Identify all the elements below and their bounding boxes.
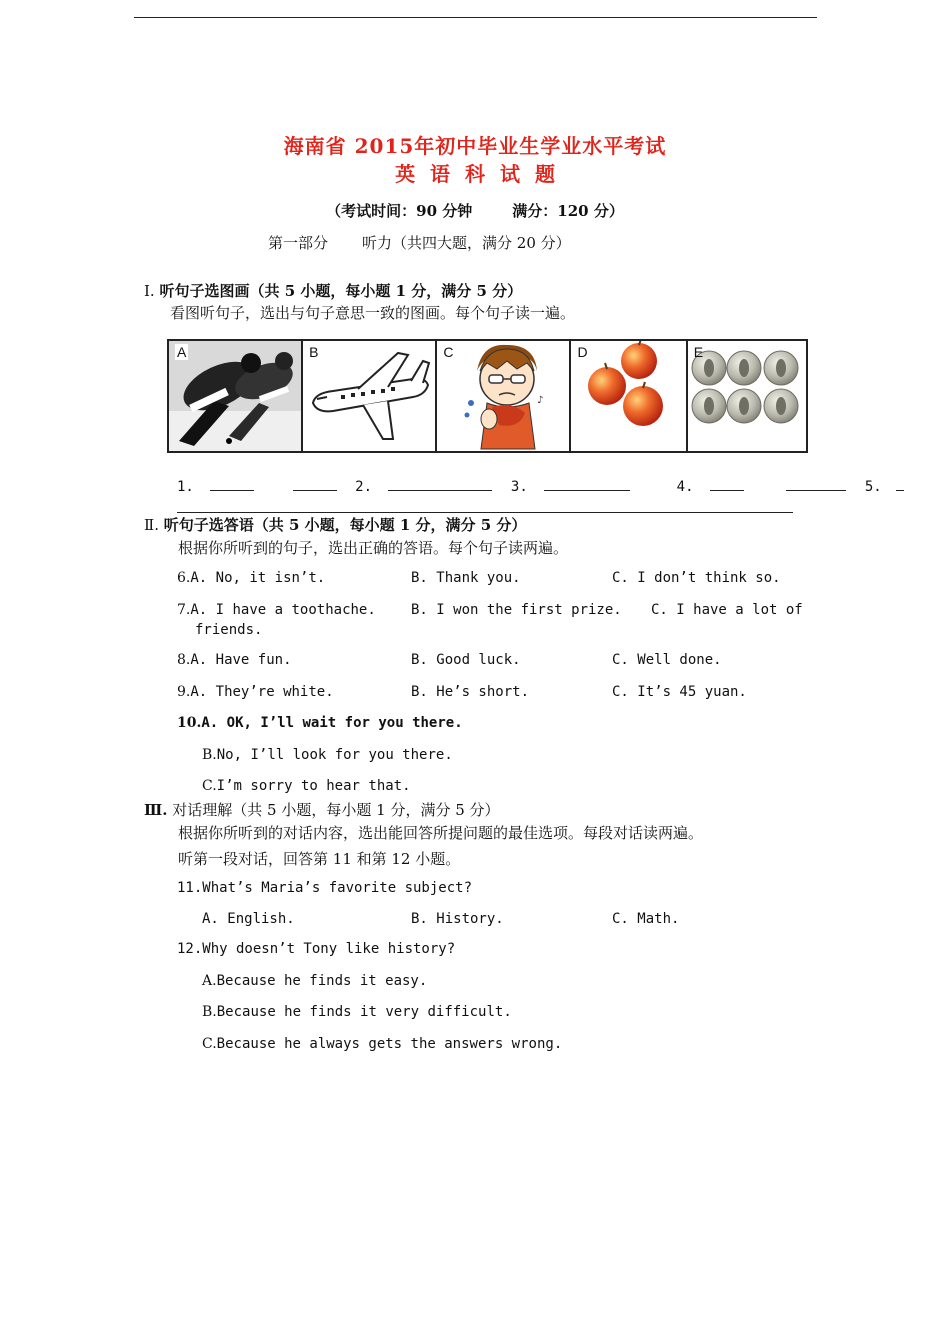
option-7c-continued: friends.: [195, 622, 263, 638]
svg-text:♪: ♪: [537, 395, 544, 406]
part-heading: 第一部分 听力（共四大题，满分 20 分）: [268, 234, 571, 252]
option-9c: C. It’s 45 yuan.: [612, 684, 747, 700]
option-12c: C.Because he always gets the answers wrong.: [202, 1036, 563, 1052]
question-11: 11.What’s Maria’s favorite subject?: [177, 880, 473, 896]
option-9b: B. He’s short.: [411, 684, 530, 700]
blank-3[interactable]: [544, 478, 630, 491]
answer-blanks: 1. 2. 3. 4. 5.: [177, 478, 904, 495]
top-rule: [134, 17, 817, 18]
option-8c: C. Well done.: [612, 652, 722, 668]
option-11b: B. History.: [411, 911, 504, 927]
option-10b: B.No, I’ll look for you there.: [202, 747, 453, 763]
picture-c: C ♪: [437, 341, 571, 451]
question-6: 6.A. No, it isn’t.: [177, 570, 326, 586]
question-9: 9.A. They’re white.: [177, 684, 334, 700]
blank-2[interactable]: [388, 478, 492, 491]
exam-info: [0, 200, 950, 221]
answer-line: [177, 512, 793, 513]
exam-title: 海南省 2015年初中毕业生学业水平考试: [283, 134, 667, 158]
picture-d: D: [571, 341, 687, 451]
speed-skaters-photo-icon: [169, 341, 303, 451]
section2-heading: Ⅱ. 听句子选答语（共 5 小题，每小题 1 分，满分 5 分）: [144, 516, 527, 534]
question-10: 10.A. OK, I’ll wait for you there.: [177, 715, 463, 731]
blank-5[interactable]: [896, 478, 904, 491]
blank-1b[interactable]: [293, 478, 337, 491]
picture-a: A: [169, 341, 303, 451]
option-10c: C.I’m sorry to hear that.: [202, 778, 411, 794]
full-score: 满分：120 分）: [512, 202, 624, 220]
three-apples-photo-icon: [571, 341, 687, 451]
option-6b: B. Thank you.: [411, 570, 521, 586]
airplane-drawing-icon: [303, 341, 437, 451]
picture-b: B: [303, 341, 437, 451]
section3-sub-instruction: 听第一段对话，回答第 11 和第 12 小题。: [178, 850, 461, 868]
question-12: 12.Why doesn’t Tony like history?: [177, 941, 456, 957]
blank-4b[interactable]: [786, 478, 846, 491]
section1-heading: I. 听句子选图画（共 5 小题，每小题 1 分，满分 5 分）: [144, 282, 523, 300]
sick-boy-cartoon-icon: [437, 341, 571, 451]
picture-e: E: [688, 341, 806, 451]
option-6c: C. I don’t think so.: [612, 570, 781, 586]
question-7: 7.A. I have a toothache.: [177, 602, 376, 618]
option-12b: B.Because he finds it very difficult.: [202, 1004, 512, 1020]
question-8: 8.A. Have fun.: [177, 652, 292, 668]
picture-row: [167, 339, 808, 453]
section3-heading: Ⅲ. 对话理解（共 5 小题，每小题 1 分，满分 5 分）: [144, 801, 500, 819]
blank-4a[interactable]: [710, 478, 744, 491]
option-8b: B. Good luck.: [411, 652, 521, 668]
section3-instruction: 根据你所听到的对话内容，选出能回答所提问题的最佳选项。每段对话读两遍。: [178, 824, 704, 842]
exam-time: （考试时间：90 分钟: [326, 202, 473, 220]
option-7b: B. I won the first prize.: [411, 602, 622, 618]
section2-instruction: 根据你所听到的句子，选出正确的答语。每个句子读两遍。: [178, 539, 569, 557]
option-11c: C. Math.: [612, 911, 680, 927]
option-11a: A. English.: [202, 911, 295, 927]
subject-title: 英 语 科 试 题: [395, 162, 555, 186]
six-coins-photo-icon: [688, 341, 806, 451]
section1-instruction: 看图听句子，选出与句子意思一致的图画。每个句子读一遍。: [170, 304, 576, 322]
option-12a: A.Because he finds it easy.: [202, 973, 428, 989]
option-7c: C. I have a lot of: [651, 602, 803, 618]
blank-1a[interactable]: [210, 478, 254, 491]
